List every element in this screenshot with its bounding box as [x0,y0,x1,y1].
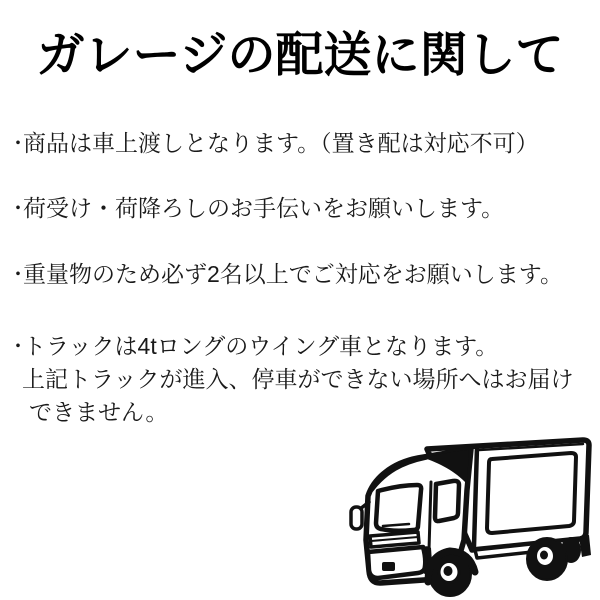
box-truck-icon [338,428,598,598]
note-text: トラックは4tロングのウイング車となります。 [23,333,499,359]
truck-box-front-edge [474,447,477,546]
truck-door-window [435,481,459,521]
list-item [8,332,498,361]
truck-front-hub-center [444,566,453,576]
note-text: 荷受け・荷降ろしのお手伝いをお願いします。 [23,195,505,221]
note-text-continuation: できません。 [29,399,169,425]
list-item [8,129,539,158]
bullet-marker: ・ [8,336,28,358]
bullet-marker: ・ [8,133,28,155]
list-item [8,194,504,223]
list-item [8,260,563,289]
note-text-continuation: 上記トラックが進入、停車ができない場所へはお届け [22,366,574,392]
note-text: 商品は車上渡しとなります。（置き配は対応不可） [23,130,539,156]
bullet-marker: ・ [8,198,28,220]
truck-fog-light [382,562,395,571]
truck-wing-panel [487,453,576,533]
truck-rear-hub-center [540,551,548,560]
truck-rear-flap [579,535,591,557]
note-text: 重量物のため必ず2名以上でご対応をお願いします。 [23,261,563,287]
truck-door-line [429,482,431,550]
truck-mirror [351,507,362,529]
bullet-marker: ・ [8,264,28,286]
truck-bumper [368,547,425,578]
page-title: ガレージの配送に関して [36,29,564,82]
